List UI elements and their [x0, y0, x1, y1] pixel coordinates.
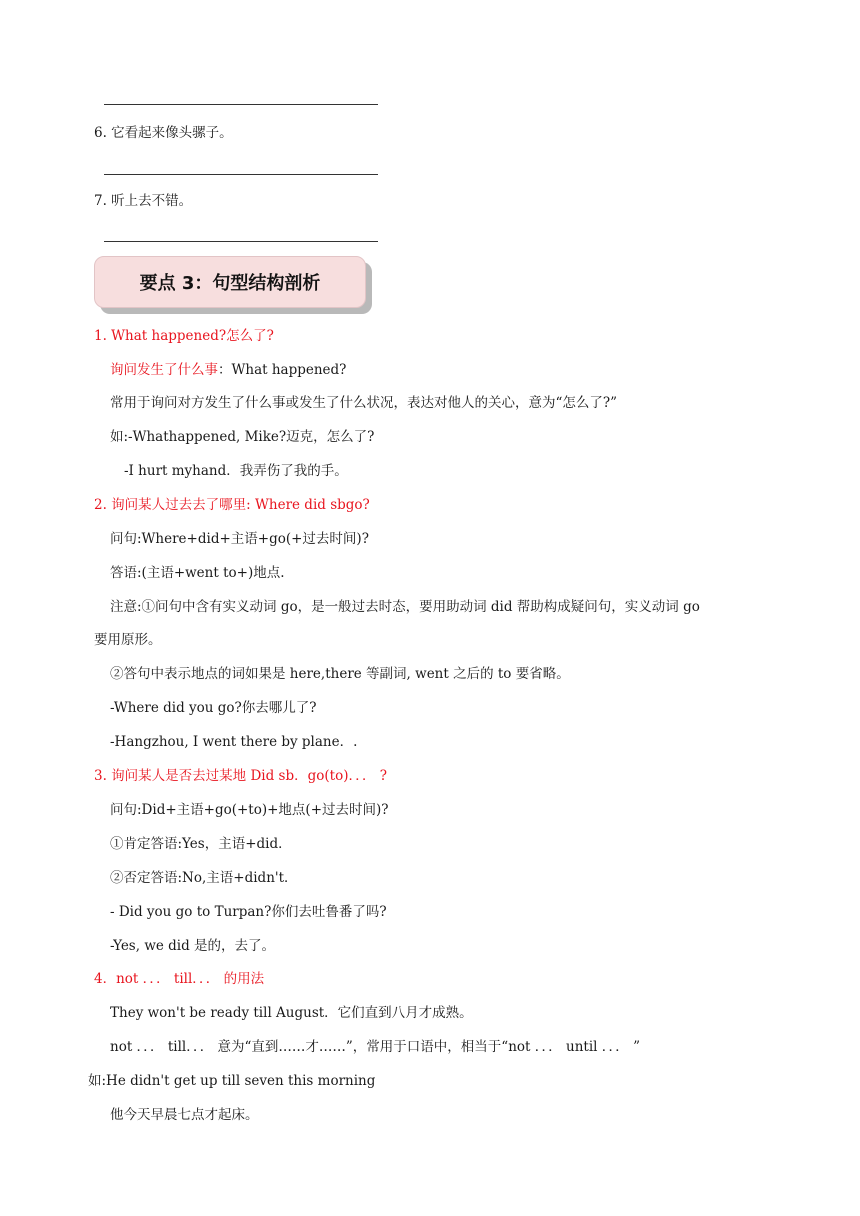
answer-blank-6: [104, 174, 378, 175]
point-3-example-1: - Did you go to Turpan?你们去吐鲁番了吗?: [110, 904, 387, 920]
point-2-heading: 2. 询问某人过去去了哪里: Where did sbgo?: [94, 497, 370, 513]
point-4-heading: 4．not ．．． till．．． 的用法: [94, 971, 265, 987]
point-2-note-1-cont: 要用原形。: [94, 632, 162, 648]
point-1-example-1: 如:-Whathappened, Mike?迈克，怎么了?: [110, 429, 375, 445]
point-3-heading: 3. 询问某人是否去过某地 Did sb．go(to)．．． ?: [94, 768, 387, 784]
point-1-subheading: [110, 361, 346, 379]
exercise-7: 7. 听上去不错。: [94, 193, 193, 209]
point-1-example-2: -I hurt myhand．我弄伤了我的手。: [124, 463, 348, 479]
point-3-negative-answer: ②否定答语:No,主语+didn't．: [110, 870, 298, 886]
point-3-positive-answer: ①肯定答语:Yes，主语+did．: [110, 836, 292, 852]
point-3-example-2: -Yes, we did 是的，去了。: [110, 938, 276, 954]
point-4-example-3: 他今天早晨七点才起床。: [110, 1107, 259, 1123]
point-1-description: 常用于询问对方发生了什么事或发生了什么状况，表达对他人的关心，意为“怎么了?”: [110, 395, 618, 411]
answer-blank-5: [104, 104, 378, 105]
point-1-sub-rest: ：What happened?: [218, 362, 347, 378]
section-banner: [94, 256, 366, 308]
point-1-sub-label: 询问发生了什么事: [110, 362, 218, 378]
answer-blank-7: [104, 241, 378, 242]
point-4-example-1: They won't be ready till August．它们直到八月才成熟。: [110, 1005, 473, 1021]
point-2-question-form: 问句:Where+did+主语+go(+过去时间)?: [110, 531, 369, 547]
section-title: 要点 3：句型结构剖析: [139, 273, 321, 294]
point-3-question-form: 问句:Did+主语+go(+to)+地点(+过去时间)?: [110, 802, 389, 818]
point-4-description: not ．．． till．．． 意为“直到……才……”，常用于口语中，相当于“not ．．． until ．．． ”: [110, 1039, 640, 1055]
point-1-heading: 1. What happened?怎么了?: [94, 328, 274, 344]
point-2-note-1: 注意:①问句中含有实义动词 go，是一般过去时态，要用助动词 did 帮助构成疑问句，实义动词 go: [110, 599, 700, 615]
point-2-answer-form: 答语:(主语+went to+)地点.: [110, 565, 285, 581]
point-2-note-2: ②答句中表示地点的词如果是 here,there 等副词, went 之后的 to 要省略。: [110, 666, 570, 682]
point-4-example-2: 如:He didn't get up till seven this morning: [88, 1073, 376, 1089]
point-2-example-2: -Hangzhou, I went there by plane．.: [110, 734, 358, 750]
point-2-example-1: -Where did you go?你去哪儿了?: [110, 700, 317, 716]
exercise-6: 6. 它看起来像头骡子。: [94, 125, 233, 141]
